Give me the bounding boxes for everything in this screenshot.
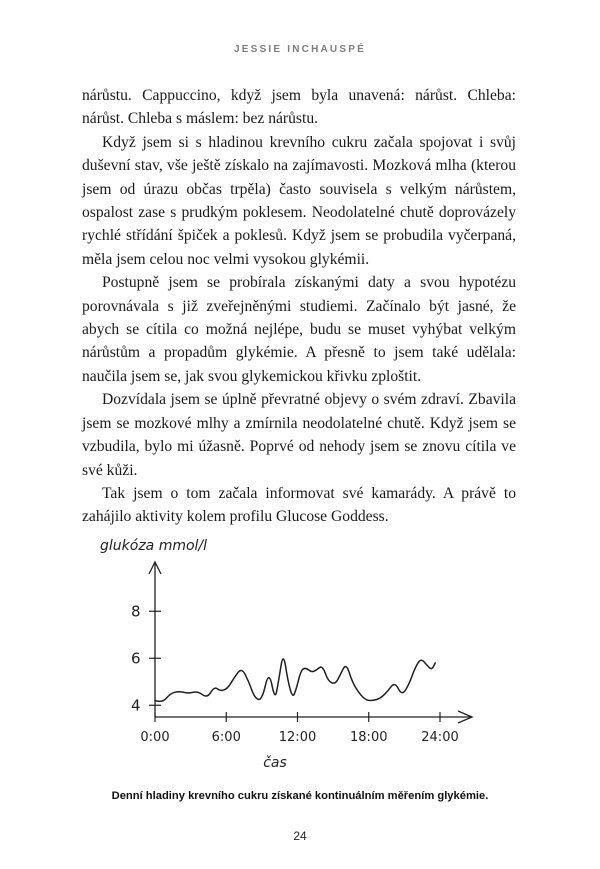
x-axis-label: čas	[263, 755, 287, 771]
paragraph: Tak jsem o tom začala informovat své kamarády. A právě to zahájilo aktivity kolem profilu Glucose Goddess.	[82, 484, 516, 526]
x-tick-label: 6:00	[211, 730, 241, 745]
y-axis-label: glukóza mmol/l	[100, 538, 208, 554]
figure-caption: Denní hladiny krevního cukru získané kontinuálním měřením glykémie.	[111, 790, 489, 802]
paragraph: Když jsem si s hladinou krevního cukru začala spojovat i svůj duševní stav, vše ještě získalo na zajímavosti. Mozková mlha (kterou jsem od úrazu občas trpěla) často souvisela s velkým nárůstem, ospalost zase s prudkým poklesem. Neodolatelné chutě doprovázely rychlé střídání špiček a poklesů. Když jsem se probudila vyčerpaná, měla jsem celou noc velmi vysokou glykémii.	[82, 133, 516, 268]
paragraph: Dozvídala jsem se úplně převratné objevy o svém zdraví. Zbavila jsem se mozkové mlhy a zmírnila neodolatelné chutě. Když jsem se vzbudila, bylo mi úžasně. Poprvé od nehody jsem se znovu cítila ve své kůži.	[82, 391, 516, 479]
page-number: 24	[293, 829, 307, 843]
y-tick-label: 4	[131, 696, 141, 715]
x-tick-label: 0:00	[140, 730, 170, 745]
x-tick-label: 24:00	[421, 730, 459, 745]
glucose-chart-svg	[80, 530, 520, 780]
paragraph: Postupně jsem se probírala získanými daty a svou hypotézu porovnávala s již zveřejněnými studiemi. Začínalo být jasné, že abych se cítila co možná nejlépe, budu se muset vyhýbat velkým nárůstům a propadům glykémie. A přesně to jsem také udělala: naučila jsem se, jak svou glykemickou křivku zploštit.	[82, 274, 516, 385]
y-tick-label: 6	[131, 649, 141, 668]
x-tick-label: 18:00	[350, 730, 388, 745]
x-tick-label: 12:00	[278, 730, 317, 745]
glucose-chart	[80, 530, 520, 780]
body-text	[82, 84, 516, 529]
paragraph: nárůstu. Cappuccino, když jsem byla unavená: nárůst. Chleba: nárůst. Chleba s máslem: bez nárůstu.	[82, 87, 516, 128]
y-tick-label: 8	[131, 602, 141, 621]
glucose-line	[155, 659, 435, 701]
running-head: JESSIE INCHAUSPÉ	[234, 44, 366, 55]
